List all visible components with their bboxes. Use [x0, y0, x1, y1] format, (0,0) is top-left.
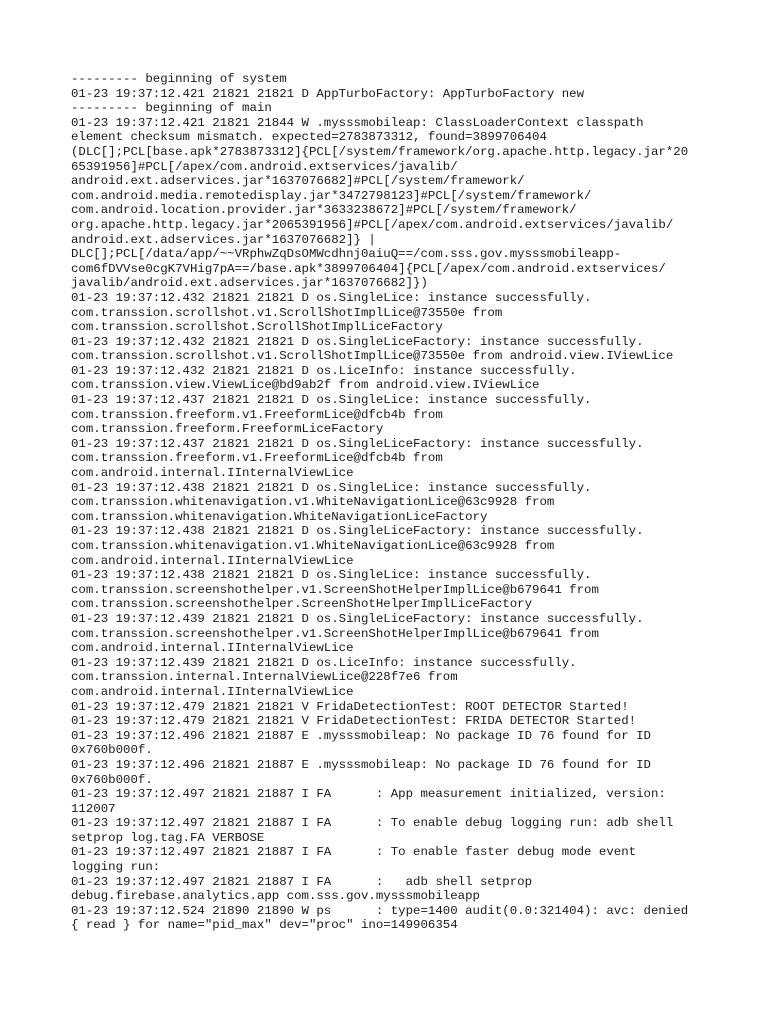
log-line: com6fDVVse0cgK7VHig7pA==/base.apk*3899706404]{PCL[/apex/com.android.extservices/: [71, 261, 666, 276]
log-line: com.transsion.scrollshot.v1.ScrollShotImplLice@73550e from android.view.IViewLice: [71, 349, 674, 364]
log-line: (DLC[];PCL[base.apk*2783873312]{PCL[/system/framework/org.apache.http.legacy.jar*20: [71, 144, 689, 159]
log-line: com.android.internal.IInternalViewLice: [71, 553, 354, 568]
log-line: 01-23 19:37:12.496 21821 21887 E .mysssmobileap: No package ID 76 found for ID: [71, 757, 651, 772]
log-line: com.transsion.freeform.FreeformLiceFactory: [71, 422, 384, 437]
log-line: com.transsion.screenshothelper.v1.ScreenShotHelperImplLice@b679641 from: [71, 626, 599, 641]
log-line: com.android.internal.IInternalViewLice: [71, 684, 354, 699]
log-line: 01-23 19:37:12.438 21821 21821 D os.SingleLice: instance successfully.: [71, 480, 592, 495]
log-line: 01-23 19:37:12.496 21821 21887 E .mysssmobileap: No package ID 76 found for ID: [71, 728, 651, 743]
log-line: 0x760b000f.: [71, 743, 153, 758]
log-line: com.transsion.freeform.v1.FreeformLice@dfcb4b from: [71, 407, 443, 422]
log-line: javalib/android.ext.adservices.jar*1637076682]}): [71, 276, 428, 291]
log-line: 01-23 19:37:12.437 21821 21821 D os.SingleLice: instance successfully.: [71, 393, 592, 408]
log-line: 01-23 19:37:12.438 21821 21821 D os.SingleLice: instance successfully.: [71, 568, 592, 583]
log-line: 01-23 19:37:12.421 21821 21821 D AppTurboFactory: AppTurboFactory new: [71, 86, 585, 101]
log-line: 01-23 19:37:12.479 21821 21821 V FridaDetectionTest: FRIDA DETECTOR Started!: [71, 714, 637, 729]
log-line: logging run:: [71, 860, 161, 875]
log-line: 01-23 19:37:12.439 21821 21821 D os.SingleLiceFactory: instance successfully.: [71, 611, 644, 626]
log-line: com.transsion.freeform.v1.FreeformLice@dfcb4b from: [71, 451, 443, 466]
log-line: 01-23 19:37:12.439 21821 21821 D os.LiceInfo: instance successfully.: [71, 655, 577, 670]
log-line: 112007: [71, 801, 116, 816]
log-line: com.transsion.scrollshot.ScrollShotImplLiceFactory: [71, 320, 443, 335]
log-line: --------- beginning of main: [71, 101, 272, 116]
log-line: com.transsion.view.ViewLice@bd9ab2f from android.view.IViewLice: [71, 378, 540, 393]
log-line: com.transsion.whitenavigation.WhiteNavigationLiceFactory: [71, 509, 488, 524]
log-line: element checksum mismatch. expected=2783873312, found=3899706404: [71, 130, 547, 145]
log-line: com.android.location.provider.jar*3633238672]#PCL[/system/framework/: [71, 203, 577, 218]
log-line: com.transsion.whitenavigation.v1.WhiteNavigationLice@63c9928 from: [71, 539, 555, 553]
log-line: 01-23 19:37:12.497 21821 21887 I FA : To enable faster debug mode event: [71, 845, 637, 860]
log-line: 01-23 19:37:12.432 21821 21821 D os.LiceInfo: instance successfully.: [71, 363, 577, 378]
log-line: 01-23 19:37:12.497 21821 21887 I FA : App measurement initialized, version:: [71, 787, 666, 802]
log-text-block: [71, 72, 761, 933]
log-line: com.android.internal.IInternalViewLice: [71, 466, 354, 481]
log-line: 01-23 19:37:12.524 21890 21890 W ps : type=1400 audit(0.0:321404): avc: denied: [71, 903, 689, 918]
log-line: com.android.media.remotedisplay.jar*3472798123]#PCL[/system/framework/: [71, 188, 592, 203]
log-line: android.ext.adservices.jar*1637076682]} |: [71, 232, 376, 247]
log-line: { read } for name="pid_max" dev="proc" ino=149906354: [71, 918, 458, 933]
log-line: --------- beginning of system: [71, 72, 287, 86]
log-line: 65391956]#PCL[/apex/com.android.extservices/javalib/: [71, 159, 458, 174]
log-line: 01-23 19:37:12.437 21821 21821 D os.SingleLiceFactory: instance successfully.: [71, 436, 644, 451]
log-line: 01-23 19:37:12.497 21821 21887 I FA : To enable debug logging run: adb shell: [71, 816, 674, 831]
log-line: 01-23 19:37:12.438 21821 21821 D os.SingleLiceFactory: instance successfully.: [71, 524, 644, 539]
log-line: org.apache.http.legacy.jar*2065391956]#PCL[/apex/com.android.extservices/javalib/: [71, 217, 674, 232]
log-line: com.transsion.screenshothelper.ScreenShotHelperImplLiceFactory: [71, 597, 533, 612]
log-line: DLC[];PCL[/data/app/~~VRphwZqDsOMWcdhnj0aiuQ==/com.sss.gov.mysssmobileapp-: [71, 247, 622, 262]
log-line: 0x760b000f.: [71, 772, 153, 787]
log-line: 01-23 19:37:12.432 21821 21821 D os.SingleLice: instance successfully.: [71, 290, 592, 305]
log-line: com.transsion.screenshothelper.v1.ScreenShotHelperImplLice@b679641 from: [71, 582, 599, 597]
log-line: 01-23 19:37:12.479 21821 21821 V FridaDetectionTest: ROOT DETECTOR Started!: [71, 699, 629, 714]
log-line: setprop log.tag.FA VERBOSE: [71, 830, 265, 845]
log-line: com.transsion.scrollshot.v1.ScrollShotImplLice@73550e from: [71, 305, 503, 320]
log-line: 01-23 19:37:12.421 21821 21844 W .mysssmobileap: ClassLoaderContext classpath: [71, 115, 644, 130]
log-line: debug.firebase.analytics.app com.sss.gov.mysssmobileapp: [71, 889, 480, 904]
log-line: android.ext.adservices.jar*1637076682]#PCL[/system/framework/: [71, 174, 525, 189]
log-line: 01-23 19:37:12.497 21821 21887 I FA : adb shell setprop: [71, 874, 533, 889]
log-line: 01-23 19:37:12.432 21821 21821 D os.SingleLiceFactory: instance successfully.: [71, 334, 644, 349]
log-line: com.transsion.internal.InternalViewLice@228f7e6 from: [71, 670, 458, 685]
log-line: com.transsion.whitenavigation.v1.WhiteNavigationLice@63c9928 from: [71, 495, 555, 510]
log-line: com.android.internal.IInternalViewLice: [71, 641, 354, 656]
